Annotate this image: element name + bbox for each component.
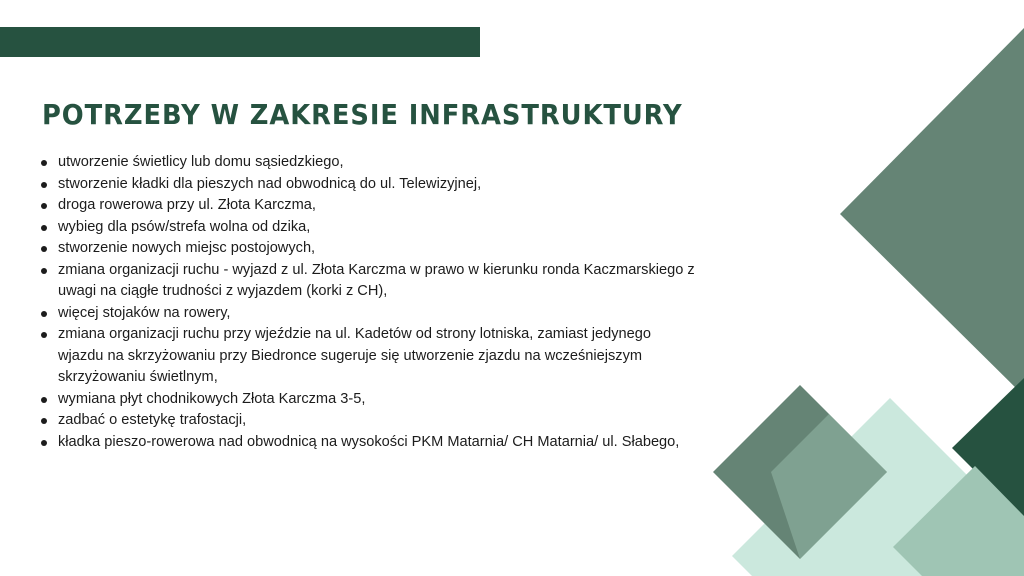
page-title: POTRZEBY W ZAKRESIE INFRASTRUKTURY — [42, 98, 683, 131]
list-item: droga rowerowa przy ul. Złota Karczma, — [38, 195, 698, 217]
list-item: utworzenie świetlicy lub domu sąsiedzkiego, — [38, 152, 698, 174]
list-item: wymiana płyt chodnikowych Złota Karczma 3-5, — [38, 389, 698, 411]
list-item: kładka pieszo-rowerowa nad obwodnicą na wysokości PKM Matarnia/ CH Matarnia/ ul. Słabego, — [38, 432, 698, 454]
list-item: zmiana organizacji ruchu - wyjazd z ul. Złota Karczma w prawo w kierunku ronda Kaczmarskiego z uwagi na ciągłe trudności z wyjazdem (korki z CH), — [38, 260, 698, 303]
list-item: zmiana organizacji ruchu przy wjeździe na ul. Kadetów od strony lotniska, zamiast jedynego wjazdu na skrzyżowaniu przy Biedronce sugeruje się utworzenie zjazdu na wcześniejszym skrzyżowaniu świetlnym, — [38, 324, 698, 389]
list-item: zadbać o estetykę trafostacji, — [38, 410, 698, 432]
list-item: więcej stojaków na rowery, — [38, 303, 698, 325]
list-item: stworzenie kładki dla pieszych nad obwodnicą do ul. Telewizyjnej, — [38, 174, 698, 196]
list-item: wybieg dla psów/strefa wolna od dzika, — [38, 217, 698, 239]
list-item: stworzenie nowych miejsc postojowych, — [38, 238, 698, 260]
large-diamond-shape — [840, 28, 1024, 396]
